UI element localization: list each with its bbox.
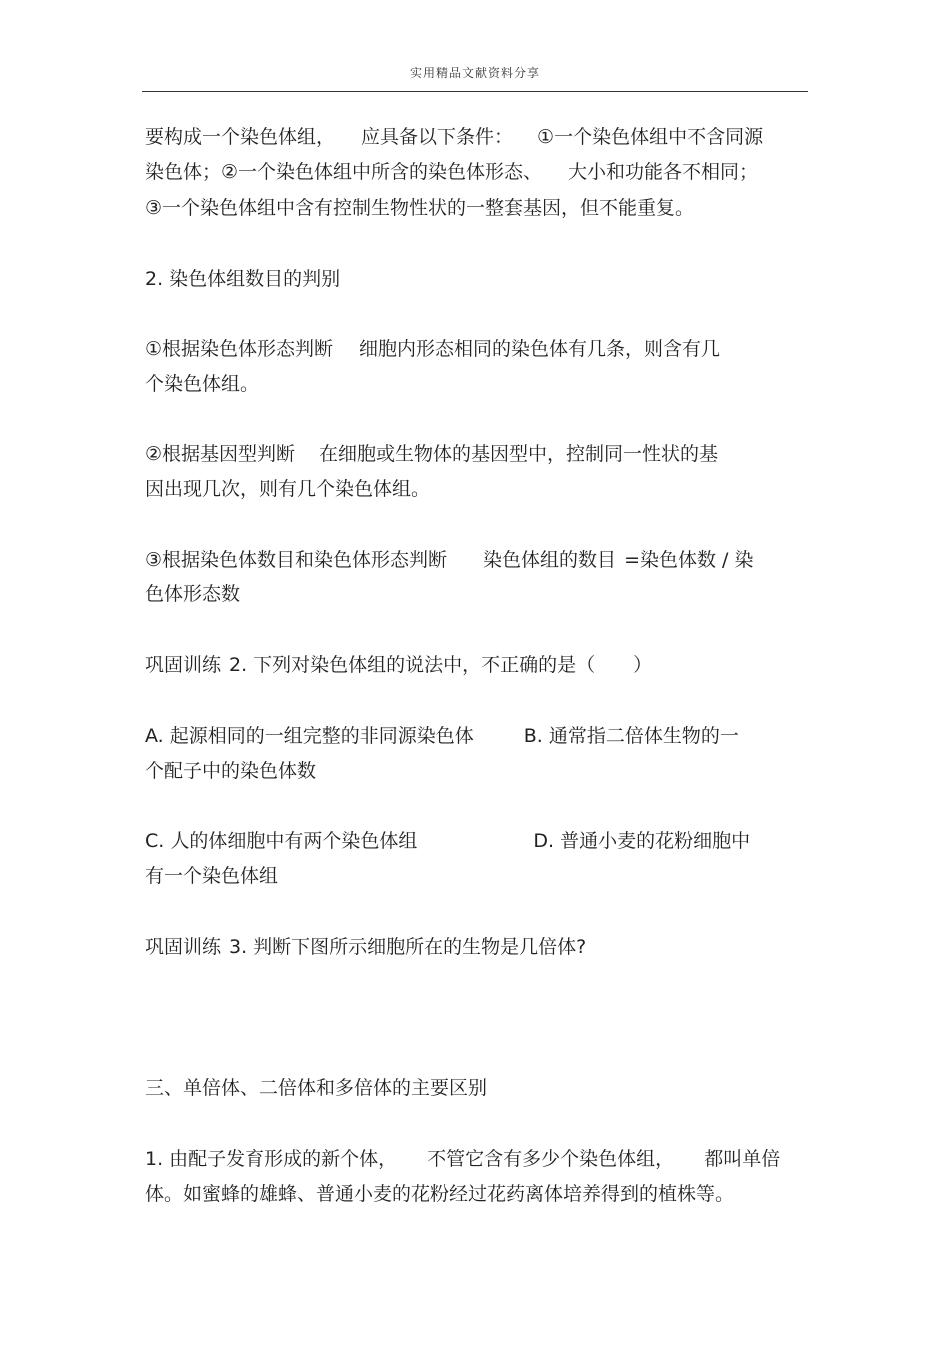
text-run: 染色体；②一个染色体组中所含的染色体形态、 — [145, 161, 543, 183]
text-run: ①根据染色体形态判断 — [145, 338, 334, 360]
paragraph-line: 色体形态数 — [145, 583, 241, 605]
text-run: ①一个染色体组中不含同源 — [537, 126, 764, 148]
section-heading: 三、单倍体、二倍体和多倍体的主要区别 — [145, 1077, 488, 1099]
text-run: ③根据染色体数目和染色体形态判断 — [145, 549, 448, 571]
text-run: 都叫单倍 — [704, 1148, 781, 1170]
paragraph-line — [145, 442, 718, 466]
paragraph-line — [145, 1147, 780, 1171]
paragraph-line — [145, 160, 758, 184]
text-run: 细胞内形态相同的染色体有几条，则含有几 — [359, 338, 721, 360]
paragraph-line: 个染色体组。 — [145, 373, 260, 395]
text-run: ②根据基因型判断 — [145, 443, 296, 465]
text-run: 2. 下列对染色体组的说法中，不正确的是（ ） — [229, 654, 653, 676]
option-line: 个配子中的染色体数 — [145, 760, 317, 782]
paragraph-line — [145, 125, 763, 149]
paragraph-line — [145, 548, 753, 572]
text-run: 大小和功能各不相同； — [568, 161, 759, 183]
page-header: 实用精品文献资料分享 — [409, 66, 540, 80]
text-run: 3. 判断下图所示细胞所在的生物是几倍体? — [229, 936, 587, 958]
text-run: 1. 由配子发育形成的新个体， — [145, 1148, 398, 1170]
option-d: D. 普通小麦的花粉细胞中 — [533, 830, 751, 852]
text-run: 应具备以下条件： — [361, 126, 514, 148]
paragraph-line: 体。如蜜蜂的雄蜂、普通小麦的花粉经过花药离体培养得到的植株等。 — [145, 1183, 735, 1205]
text-run: 染色体组的数目 — [483, 549, 617, 571]
paragraph-line: ③一个染色体组中含有控制生物性状的一整套基因，但不能重复。 — [145, 197, 695, 219]
option-b: B. 通常指二倍体生物的一 — [523, 725, 739, 747]
text-run: 巩固训练 — [145, 936, 222, 958]
option-line: 有一个染色体组 — [145, 865, 279, 887]
option-line — [145, 724, 739, 748]
option-a: A. 起源相同的一组完整的非同源染色体 — [145, 725, 474, 747]
question-line — [145, 653, 652, 677]
paragraph-line: 因出现几次，则有几个染色体组。 — [145, 478, 431, 500]
header-rule — [142, 91, 808, 92]
option-line — [145, 829, 750, 853]
text-run: =染色体数 / 染 — [624, 549, 754, 571]
text-run: 要构成一个染色体组， — [145, 126, 336, 148]
paragraph-line — [145, 337, 720, 361]
text-run: 不管它含有多少个染色体组， — [427, 1148, 675, 1170]
option-c: C. 人的体细胞中有两个染色体组 — [145, 830, 418, 852]
text-run: 巩固训练 — [145, 654, 222, 676]
text-run: 在细胞或生物体的基因型中，控制同一性状的基 — [319, 443, 719, 465]
section-heading: 2. 染色体组数目的判别 — [145, 268, 341, 290]
question-line — [145, 935, 586, 959]
